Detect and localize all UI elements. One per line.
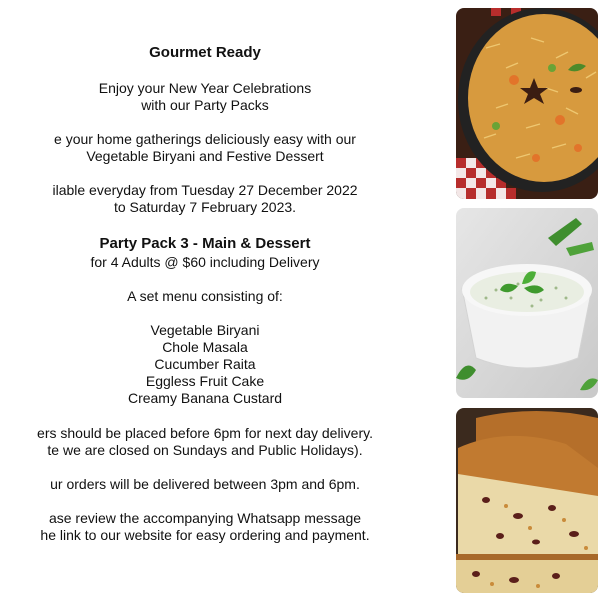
intro-line-1: Enjoy your New Year Celebrations bbox=[98, 80, 312, 96]
menu-item: Vegetable Biryani bbox=[150, 322, 260, 338]
order-note-line-2: te we are closed on Sundays and Public Holidays). bbox=[47, 442, 363, 458]
availability-line-1: ilable everyday from Tuesday 27 December 2022 bbox=[52, 182, 358, 198]
availability-line-2: to Saturday 7 February 2023. bbox=[113, 199, 297, 215]
intro-line-2: with our Party Packs bbox=[141, 97, 269, 113]
raita-photo bbox=[456, 208, 598, 398]
review-note-line-1: ase review the accompanying Whatsapp message bbox=[48, 510, 362, 526]
flyer-title: Gourmet Ready bbox=[149, 44, 261, 61]
pack-details: for 4 Adults @ $60 including Delivery bbox=[90, 254, 320, 270]
menu-item: Chole Masala bbox=[162, 339, 248, 355]
menu-heading: A set menu consisting of: bbox=[127, 288, 283, 304]
tagline-line-1: e your home gatherings deliciously easy with our bbox=[54, 131, 356, 147]
biryani-image bbox=[456, 8, 598, 199]
tagline-line-2: Vegetable Biryani and Festive Dessert bbox=[86, 148, 324, 164]
order-note-line-1: ers should be placed before 6pm for next day delivery. bbox=[37, 425, 373, 441]
menu-item: Eggless Fruit Cake bbox=[145, 373, 265, 389]
pack-name: Party Pack 3 - Main & Dessert bbox=[99, 235, 311, 252]
menu-item: Creamy Banana Custard bbox=[127, 390, 283, 406]
menu-item: Cucumber Raita bbox=[154, 356, 256, 372]
review-note-line-2: he link to our website for easy ordering and payment. bbox=[40, 527, 370, 543]
biryani-photo bbox=[456, 8, 598, 199]
cake-image bbox=[456, 408, 598, 593]
raita-image bbox=[456, 208, 598, 398]
cake-photo bbox=[456, 408, 598, 593]
delivery-note: ur orders will be delivered between 3pm and 6pm. bbox=[50, 476, 360, 492]
